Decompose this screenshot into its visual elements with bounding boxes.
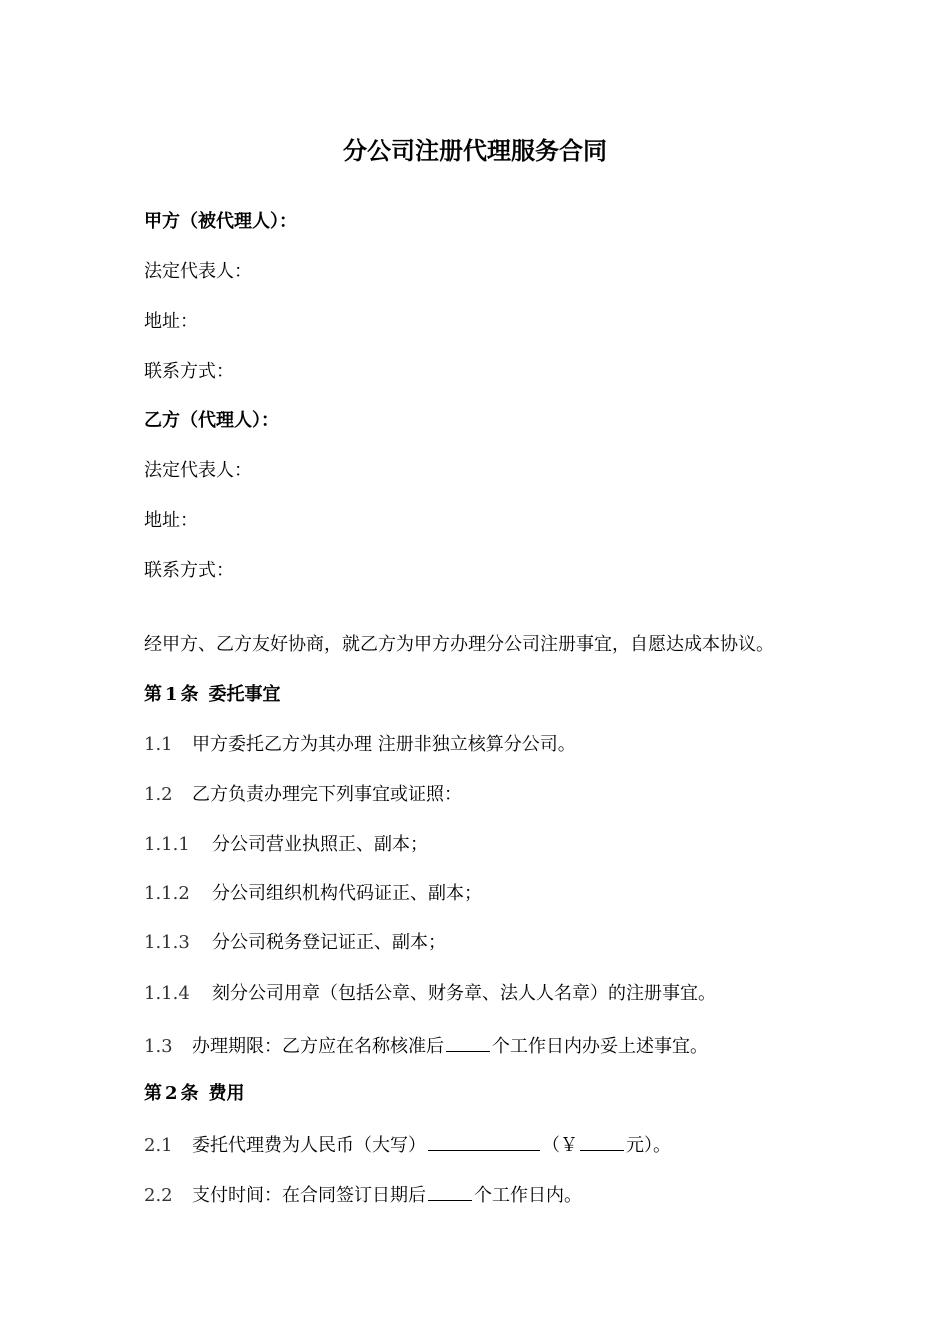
clause-text-before: 支付时间：在合同签订日期后	[192, 1185, 426, 1206]
clause-text-before: 委托代理费为人民币（大写）	[192, 1135, 426, 1156]
party-a-heading: 甲方（被代理人）：	[144, 211, 297, 232]
clause-text-after: 个工作日内办妥上述事宜。	[492, 1036, 708, 1057]
party-b-heading: 乙方（代理人）：	[144, 410, 279, 431]
article-2-title: 费用	[208, 1083, 245, 1104]
clause-text: 分公司税务登记证正、副本；	[212, 932, 446, 953]
clause-number: 1.1	[144, 734, 173, 755]
article-1-suffix: 条	[180, 684, 199, 705]
clause-text-before: 办理期限：乙方应在名称核准后	[192, 1036, 444, 1057]
party-a-contact-label: 联系方式：	[144, 361, 234, 382]
party-a-rep-label: 法定代表人：	[144, 261, 252, 282]
clause-1-3	[144, 1031, 708, 1060]
party-b-address-label: 地址：	[144, 510, 198, 531]
clause-1-1-3	[144, 930, 446, 956]
clause-number: 1.3	[144, 1036, 173, 1057]
blank-amount-words-field[interactable]	[428, 1130, 540, 1151]
clause-number: 1.1.2	[144, 883, 190, 904]
document-title: 分公司注册代理服务合同	[343, 137, 607, 165]
clause-1-2	[144, 782, 462, 808]
article-1-heading	[144, 682, 281, 708]
article-2-prefix: 第	[144, 1083, 162, 1104]
party-b-rep-label: 法定代表人：	[144, 460, 252, 481]
clause-number: 1.1.1	[144, 834, 190, 855]
clause-1-1-2	[144, 881, 482, 907]
clause-text-after: 个工作日内。	[474, 1185, 582, 1206]
article-2-suffix: 条	[180, 1083, 199, 1104]
clause-1-1-1	[144, 832, 428, 858]
blank-days-field[interactable]	[446, 1031, 490, 1052]
clause-text: 刻分公司用章（包括公章、财务章、法人人名章）的注册事宜。	[212, 983, 716, 1004]
clause-1-1-4	[144, 981, 716, 1007]
article-1-title: 委托事宜	[208, 684, 281, 705]
article-2-number: 2	[165, 1083, 178, 1104]
clause-2-1	[144, 1130, 671, 1159]
article-1-prefix: 第	[144, 684, 162, 705]
clause-text: 分公司营业执照正、副本；	[212, 834, 428, 855]
intro-paragraph: 经甲方、乙方友好协商，就乙方为甲方办理分公司注册事宜，自愿达成本协议。	[144, 634, 774, 655]
clause-number: 2.1	[144, 1135, 173, 1156]
clause-text-middle: （￥	[542, 1135, 578, 1156]
article-2-heading	[144, 1081, 245, 1107]
clause-2-2	[144, 1180, 582, 1209]
article-1-number: 1	[165, 684, 178, 705]
blank-payment-days-field[interactable]	[428, 1180, 472, 1201]
party-b-contact-label: 联系方式：	[144, 560, 234, 581]
clause-number: 1.2	[144, 784, 173, 805]
clause-text: 乙方负责办理完下列事宜或证照：	[192, 784, 462, 805]
clause-number: 1.1.3	[144, 932, 190, 953]
party-a-address-label: 地址：	[144, 311, 198, 332]
clause-number: 2.2	[144, 1185, 173, 1206]
clause-text-after: 元）。	[626, 1135, 671, 1156]
clause-1-1	[144, 732, 576, 758]
blank-amount-number-field[interactable]	[580, 1130, 624, 1151]
clause-text: 分公司组织机构代码证正、副本；	[212, 883, 482, 904]
clause-number: 1.1.4	[144, 983, 190, 1004]
clause-text: 甲方委托乙方为其办理 注册非独立核算分公司。	[192, 734, 576, 755]
